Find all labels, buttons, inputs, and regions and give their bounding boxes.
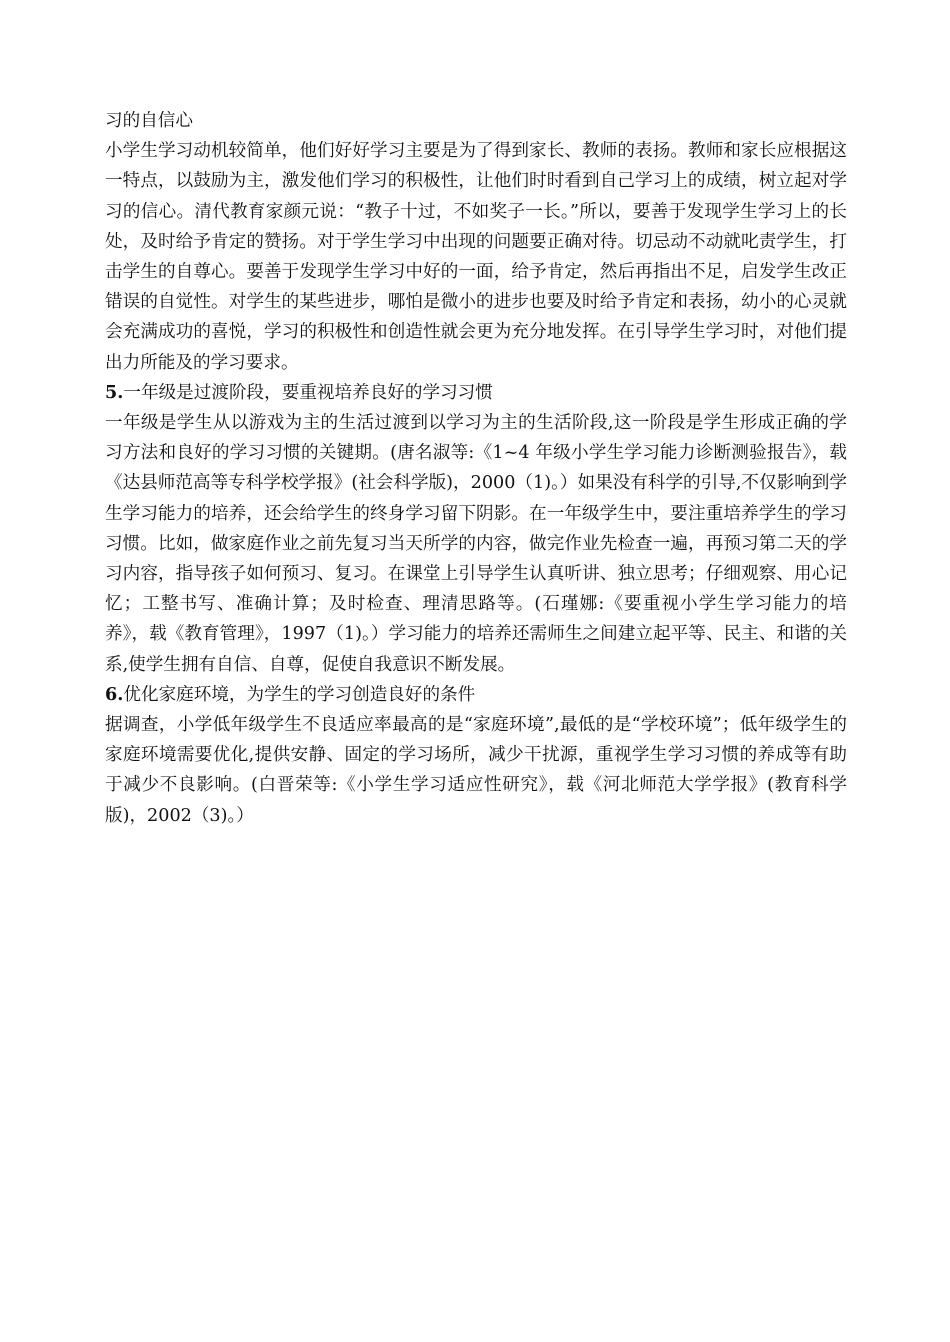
paragraph-first-grade: 一年级是学生从以游戏为主的生活过渡到以学习为主的生活阶段,这一阶段是学生形成正确的学习方法和良好的学习习惯的关键期。(唐名淑等:《1~4 年级小学生学习能力诊断测验报告》，载《达县师范高等专科学校学报》(社会科学版)，2000（1)。）如果没有科学的引导,不仅影响到学生学习能力的培养，还会给学生的终身学习留下阴影。在一年级学生中，要注重培养学生的学习习惯。比如，做家庭作业之前先复习当天所学的内容，做完作业先检查一遍，再预习第二天的学习内容，指导孩子如何预习、复习。在课堂上引导学生认真听讲、独立思考；仔细观察、用心记忆；工整书写、准确计算；及时检查、理清思路等。(石瑾娜:《要重视小学生学习能力的培养》，载《教育管理》，1997（1)。）学习能力的培养还需师生之间建立起平等、民主、和谐的关系,使学生拥有自信、自尊，促使自我意识不断发展。 [105,413,847,675]
section-heading-6 [105,680,847,710]
document-body [105,106,847,831]
section-title-6: 优化家庭环境，为学生的学习创造良好的条件 [123,684,476,705]
paragraph-encouragement: 小学生学习动机较简单，他们好好学习主要是为了得到家长、教师的表扬。教师和家长应根据这一特点，以鼓励为主，激发他们学习的积极性，让他们时时看到自己学习上的成绩，树立起对学习的信心。清代教育家颜元说：“教子十过，不如奖子一长。”所以，要善于发现学生学习上的长处，及时给予肯定的赞扬。对于学生学习中出现的问题要正确对待。切忌动不动就叱责学生，打击学生的自尊心。要善于发现学生学习中好的一面，给予肯定，然后再指出不足，启发学生改正错误的自觉性。对学生的某些进步，哪怕是微小的进步也要及时给予肯定和表扬，幼小的心灵就会充满成功的喜悦，学习的积极性和创造性就会更为充分地发挥。在引导学生学习时，对他们提出力所能及的学习要求。 [105,141,847,373]
section-title-5: 一年级是过渡阶段，要重视培养良好的学习习惯 [123,382,493,403]
paragraph-family-environment: 据调查，小学低年级学生不良适应率最高的是“家庭环境”,最低的是“学校环境”；低年级学生的家庭环境需要优化,提供安静、固定的学习场所，减少干扰源，重视学生学习习惯的养成等有助于减少不良影响。(白晋荣等:《小学生学习适应性研究》，载《河北师范大学学报》(教育科学版)，2002（3)。） [105,715,847,826]
section-heading-5 [105,378,847,408]
section-number-5: 5. [105,381,124,403]
paragraph-continuation: 习的自信心 [105,111,193,131]
section-number-6: 6. [105,683,124,705]
